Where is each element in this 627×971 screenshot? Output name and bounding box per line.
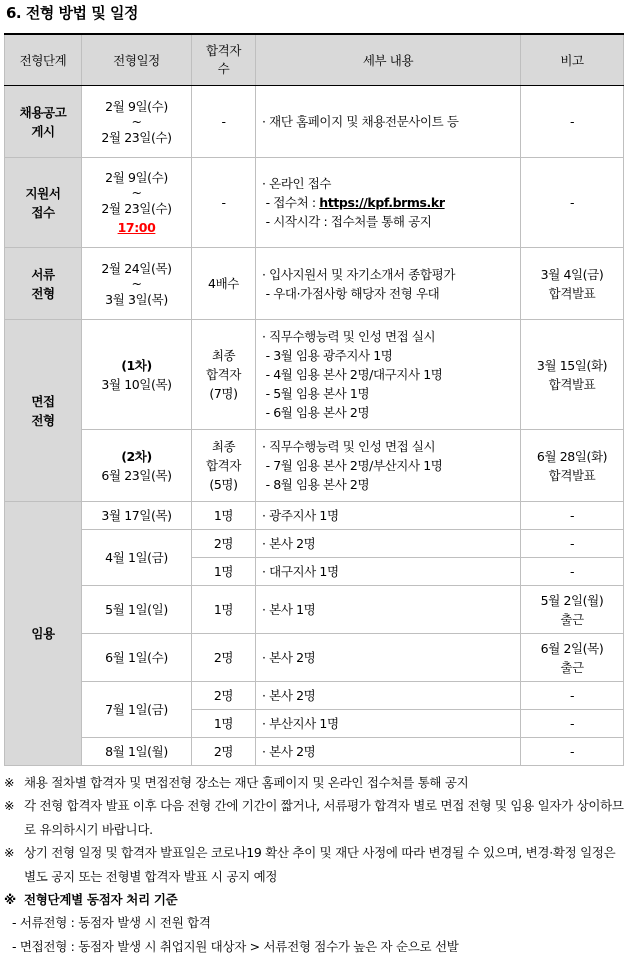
schedule-cell: 3월 17일(목) bbox=[82, 502, 192, 530]
count-cell: 1명 bbox=[192, 558, 256, 586]
note-cell: - bbox=[521, 530, 624, 558]
count-cell: 2명 bbox=[192, 738, 256, 766]
count-cell: 1명 bbox=[192, 710, 256, 738]
schedule-cell: 6월 1일(수) bbox=[82, 634, 192, 682]
count-cell: 최종 합격자 (7명) bbox=[192, 320, 256, 430]
detail-cell: · 대구지사 1명 bbox=[256, 558, 521, 586]
notes-section bbox=[4, 771, 624, 958]
table-row bbox=[5, 86, 624, 158]
subnote-item: - 서류전형 : 동점자 발생 시 전원 합격 bbox=[12, 915, 211, 931]
note-item: ※ 상기 전형 일정 및 합격자 발표일은 코로나19 확산 추이 및 재단 사정에 따라 변경될 수 있으며, 변경·확정 일정은 별도 공지 또는 전형별 합격자 발표 시 공지 예정 bbox=[4, 841, 624, 888]
subnote-item: - 면접전형 : 동점자 발생 시 취업지원 대상자 > 서류전형 점수가 높은 자 순으로 선발 bbox=[12, 938, 459, 954]
note-cell: - bbox=[521, 682, 624, 710]
table-row bbox=[5, 248, 624, 320]
schedule-cell: 2월 24일(목) ~ 3월 3일(목) bbox=[82, 248, 192, 320]
detail-cell: · 본사 2명 bbox=[256, 634, 521, 682]
stage-cell: 임용 bbox=[5, 502, 82, 766]
header-schedule: 전형일정 bbox=[82, 34, 192, 86]
table-row bbox=[5, 320, 624, 430]
note-cell: 3월 15일(화) 합격발표 bbox=[521, 320, 624, 430]
table-row bbox=[5, 530, 624, 558]
table-row bbox=[5, 586, 624, 634]
schedule-cell: 7월 1일(금) bbox=[82, 682, 192, 738]
note-item: ※ 각 전형 합격자 발표 이후 다음 전형 간에 기간이 짧거나, 서류평가 합격자 별로 면접 전형 및 임용 일자가 상이하므로 유의하시기 바랍니다. bbox=[4, 794, 624, 841]
stage-cell: 채용공고 게시 bbox=[5, 86, 82, 158]
reference-mark-icon: ※ bbox=[4, 775, 15, 790]
note-cell: 3월 4일(금) 합격발표 bbox=[521, 248, 624, 320]
detail-cell: · 입사지원서 및 자기소개서 종합평가 - 우대·가점사항 해당자 전형 우대 bbox=[256, 248, 521, 320]
count-cell: 1명 bbox=[192, 586, 256, 634]
stage-cell: 서류 전형 bbox=[5, 248, 82, 320]
section-heading: 6. 전형 방법 및 일정 bbox=[6, 4, 138, 22]
schedule-cell: 2월 9일(수) ~ 2월 23일(수) 17:00 bbox=[82, 158, 192, 248]
count-cell: 2명 bbox=[192, 634, 256, 682]
table-row bbox=[5, 738, 624, 766]
detail-cell: · 온라인 접수 - 접수처 : https://kpf.brms.kr - 시작시각 : 접수처를 통해 공지 bbox=[256, 158, 521, 248]
schedule-cell: 5월 1일(일) bbox=[82, 586, 192, 634]
count-cell: 1명 bbox=[192, 502, 256, 530]
count-cell: 4배수 bbox=[192, 248, 256, 320]
schedule-cell: 4월 1일(금) bbox=[82, 530, 192, 586]
table-header bbox=[5, 34, 624, 86]
header-detail: 세부 내용 bbox=[256, 34, 521, 86]
note-cell: 6월 2일(목) 출근 bbox=[521, 634, 624, 682]
table-row bbox=[5, 682, 624, 710]
detail-cell: · 본사 2명 bbox=[256, 682, 521, 710]
schedule-cell: (2차) 6월 23일(목) bbox=[82, 430, 192, 502]
detail-cell: · 직무수행능력 및 인성 면접 실시 - 3월 임용 광주지사 1명 - 4월 임용 본사 2명/대구지사 1명 - 5월 임용 본사 1명 - 6월 임용 본사 2명 bbox=[256, 320, 521, 430]
table-row bbox=[5, 634, 624, 682]
header-stage: 전형단계 bbox=[5, 34, 82, 86]
count-cell: - bbox=[192, 158, 256, 248]
detail-cell: · 본사 1명 bbox=[256, 586, 521, 634]
header-count: 합격자 수 bbox=[192, 34, 256, 86]
schedule-cell: (1차) 3월 10일(목) bbox=[82, 320, 192, 430]
schedule-cell: 8월 1일(월) bbox=[82, 738, 192, 766]
detail-cell: · 부산지사 1명 bbox=[256, 710, 521, 738]
stage-cell: 면접 전형 bbox=[5, 320, 82, 502]
deadline-time: 17:00 bbox=[117, 220, 156, 235]
detail-cell: · 본사 2명 bbox=[256, 530, 521, 558]
stage-cell: 지원서 접수 bbox=[5, 158, 82, 248]
note-cell: - bbox=[521, 86, 624, 158]
note-cell: 5월 2일(월) 출근 bbox=[521, 586, 624, 634]
header-note: 비고 bbox=[521, 34, 624, 86]
reference-mark-icon: ※ bbox=[4, 892, 16, 908]
note-item: ※ 채용 절차별 합격자 및 면접전형 장소는 재단 홈페이지 및 온라인 접수처를 통해 공지 bbox=[4, 771, 624, 794]
detail-cell: · 본사 2명 bbox=[256, 738, 521, 766]
detail-cell: · 광주지사 1명 bbox=[256, 502, 521, 530]
note-item: ※ 전형단계별 동점자 처리 기준 bbox=[4, 888, 624, 911]
note-cell: - bbox=[521, 738, 624, 766]
reference-mark-icon: ※ bbox=[4, 845, 15, 861]
schedule-table bbox=[4, 33, 624, 766]
detail-cell: · 재단 홈페이지 및 채용전문사이트 등 bbox=[256, 86, 521, 158]
table-row bbox=[5, 158, 624, 248]
detail-cell: · 직무수행능력 및 인성 면접 실시 - 7월 임용 본사 2명/부산지사 1명 - 8월 임용 본사 2명 bbox=[256, 430, 521, 502]
application-link[interactable]: https://kpf.brms.kr bbox=[319, 195, 445, 210]
count-cell: - bbox=[192, 86, 256, 158]
count-cell: 2명 bbox=[192, 682, 256, 710]
count-cell: 2명 bbox=[192, 530, 256, 558]
note-cell: - bbox=[521, 158, 624, 248]
note-cell: - bbox=[521, 502, 624, 530]
note-cell: - bbox=[521, 710, 624, 738]
table-row bbox=[5, 430, 624, 502]
count-cell: 최종 합격자 (5명) bbox=[192, 430, 256, 502]
table-row bbox=[5, 502, 624, 530]
reference-mark-icon: ※ bbox=[4, 798, 15, 814]
schedule-cell: 2월 9일(수) ~ 2월 23일(수) bbox=[82, 86, 192, 158]
note-cell: - bbox=[521, 558, 624, 586]
note-cell: 6월 28일(화) 합격발표 bbox=[521, 430, 624, 502]
